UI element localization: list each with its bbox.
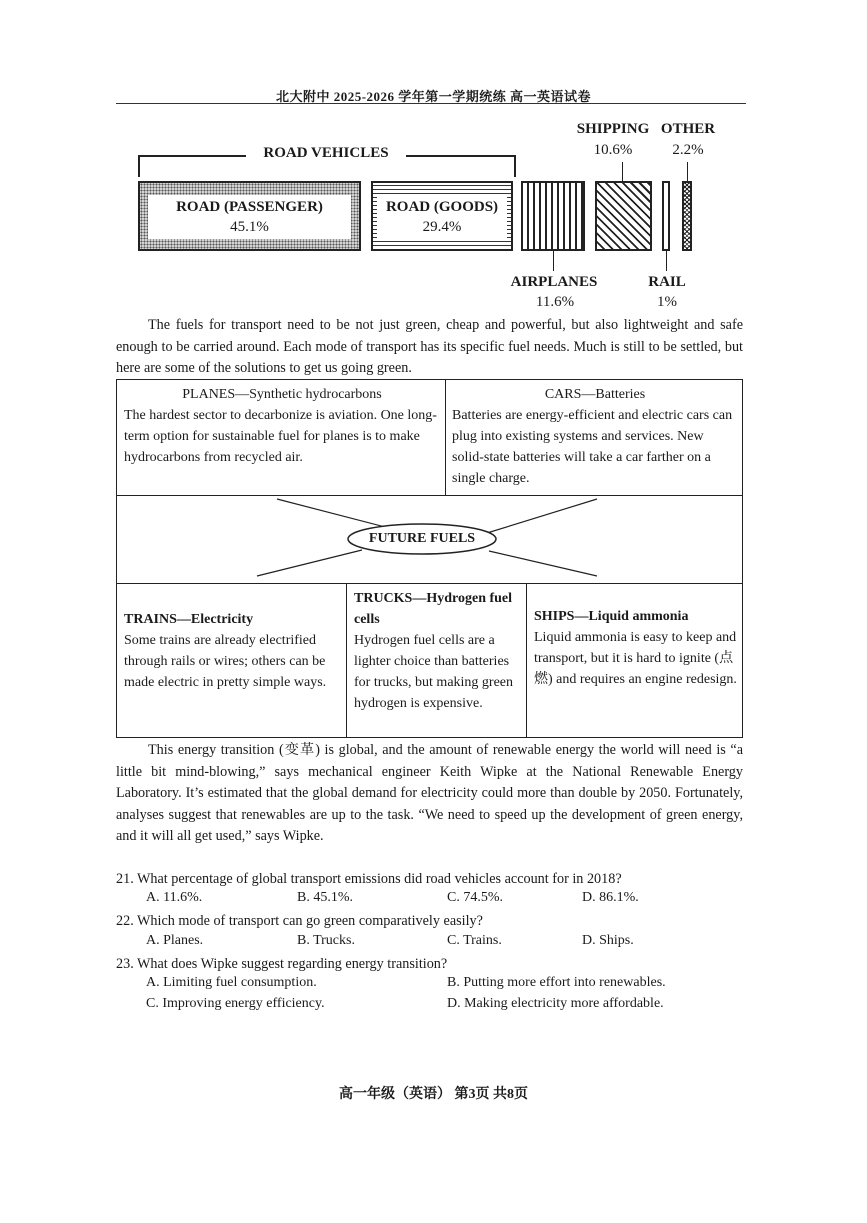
bar-rail — [662, 181, 670, 251]
question-21-stem: 21. What percentage of global transport emissions did road vehicles account for in 2018? — [116, 871, 622, 887]
planes-text: The hardest sector to decarbonize is aviation. One long-term option for sustainable fuel for planes is to make hydrocarbons from recycled air. — [124, 408, 437, 465]
fuel-table — [116, 379, 743, 738]
future-fuels-label: FUTURE FUELS — [368, 531, 476, 546]
airplanes-pct: 11.6% — [535, 294, 575, 310]
airplanes-label: AIRPLANES — [510, 274, 598, 290]
page-header: 北大附中 2025-2026 学年第一学期统练 高一英语试卷 — [275, 89, 592, 104]
road-goods-label: ROAD (GOODS) — [385, 199, 499, 215]
road-vehicles-label: ROAD VEHICLES — [246, 145, 406, 162]
road-passenger-label: ROAD (PASSENGER) — [176, 199, 323, 215]
bar-road-passenger — [138, 181, 361, 251]
road-passenger-pct: 45.1% — [230, 219, 269, 235]
trucks-cell — [354, 588, 524, 714]
other-pct: 2.2% — [672, 142, 704, 158]
question-22 — [116, 911, 746, 932]
ships-title: SHIPS—Liquid ammonia — [534, 609, 689, 624]
ships-text: Liquid ammonia is easy to keep and transport, but it is hard to ignite (点燃) and requires an engine redesign. — [534, 630, 737, 687]
shipping-leader — [622, 162, 623, 181]
trains-text: Some trains are already electrified through rails or wires; others can be made electric in pretty simple ways. — [124, 633, 327, 690]
other-leader — [687, 162, 688, 181]
bar-road-goods — [371, 181, 513, 251]
bar-other — [682, 181, 692, 251]
cars-cell — [452, 384, 738, 489]
road-goods-pct: 29.4% — [422, 219, 462, 235]
cars-title: CARS—Batteries — [544, 387, 646, 402]
rail-pct: 1% — [657, 294, 677, 310]
q22-option-d[interactable]: D. Ships. — [582, 933, 634, 948]
intro-paragraph — [116, 315, 743, 380]
page-footer: 高一年级（英语） 第3页 共8页 — [339, 1087, 528, 1102]
intro-text: The fuels for transport need to be not just green, cheap and powerful, but also lightweight and safe enough to be carried around. Each mode of transport has its specific fuel needs. Much is still to be settled, but here are some of the solutions to get us going green. — [116, 317, 743, 376]
q23-option-a[interactable]: A. Limiting fuel consumption. — [146, 975, 317, 990]
q22-option-b[interactable]: B. Trucks. — [297, 933, 355, 948]
trucks-title: TRUCKS—Hydrogen fuel cells — [354, 591, 513, 627]
cars-text: Batteries are energy-efficient and electric cars can plug into existing systems and services. New solid-state batteries will take a car farther on a single charge. — [452, 408, 733, 486]
rail-label: RAIL — [648, 274, 686, 290]
table-line-row2 — [117, 583, 742, 584]
airplanes-leader — [553, 251, 554, 271]
trains-title: TRAINS—Electricity — [124, 612, 254, 627]
planes-cell — [124, 384, 440, 468]
emissions-chart — [0, 0, 867, 320]
other-label: OTHER — [660, 121, 716, 137]
closing-text: This energy transition (变革) is global, and the amount of renewable energy the world will need is “a little bit mind-blowing,” says mechanical engineer Keith Wipke at the National Renewable Energy Laboratory. It’s estimated that the global demand for electricity could more than double by 2050. Fortunately, analyses suggest that renewables are up to the task. “We need to speed up the development of green energy, and it will all get used,” says Wipke. — [116, 742, 743, 844]
q21-option-c[interactable]: C. 74.5%. — [447, 890, 503, 905]
q21-option-d[interactable]: D. 86.1%. — [582, 890, 639, 905]
shipping-pct: 10.6% — [593, 142, 633, 158]
trains-cell — [124, 609, 342, 693]
q23-option-c[interactable]: C. Improving energy efficiency. — [146, 996, 325, 1011]
question-22-stem: 22. Which mode of transport can go green comparatively easily? — [116, 913, 483, 929]
q21-option-b[interactable]: B. 45.1%. — [297, 890, 353, 905]
question-21 — [116, 869, 746, 890]
bar-airplanes — [521, 181, 585, 251]
shipping-label: SHIPPING — [576, 121, 650, 137]
table-line-top-divider — [445, 380, 446, 495]
ships-cell — [534, 606, 738, 690]
trucks-text: Hydrogen fuel cells are a lighter choice than batteries for trucks, but making green hydrogen is expensive. — [354, 633, 514, 711]
closing-paragraph — [116, 740, 743, 848]
question-23-stem: 23. What does Wipke suggest regarding energy transition? — [116, 956, 448, 972]
planes-title: PLANES—Synthetic hydrocarbons — [182, 387, 382, 402]
question-23 — [116, 954, 746, 975]
q23-option-d[interactable]: D. Making electricity more affordable. — [447, 996, 664, 1011]
table-line-bottom-divider-2 — [526, 583, 527, 737]
rail-leader — [666, 251, 667, 271]
q21-option-a[interactable]: A. 11.6%. — [146, 890, 203, 905]
q22-option-a[interactable]: A. Planes. — [146, 933, 204, 948]
q22-option-c[interactable]: C. Trains. — [447, 933, 502, 948]
q23-option-b[interactable]: B. Putting more effort into renewables. — [447, 975, 666, 990]
table-line-bottom-divider-1 — [346, 583, 347, 737]
bar-shipping — [595, 181, 652, 251]
